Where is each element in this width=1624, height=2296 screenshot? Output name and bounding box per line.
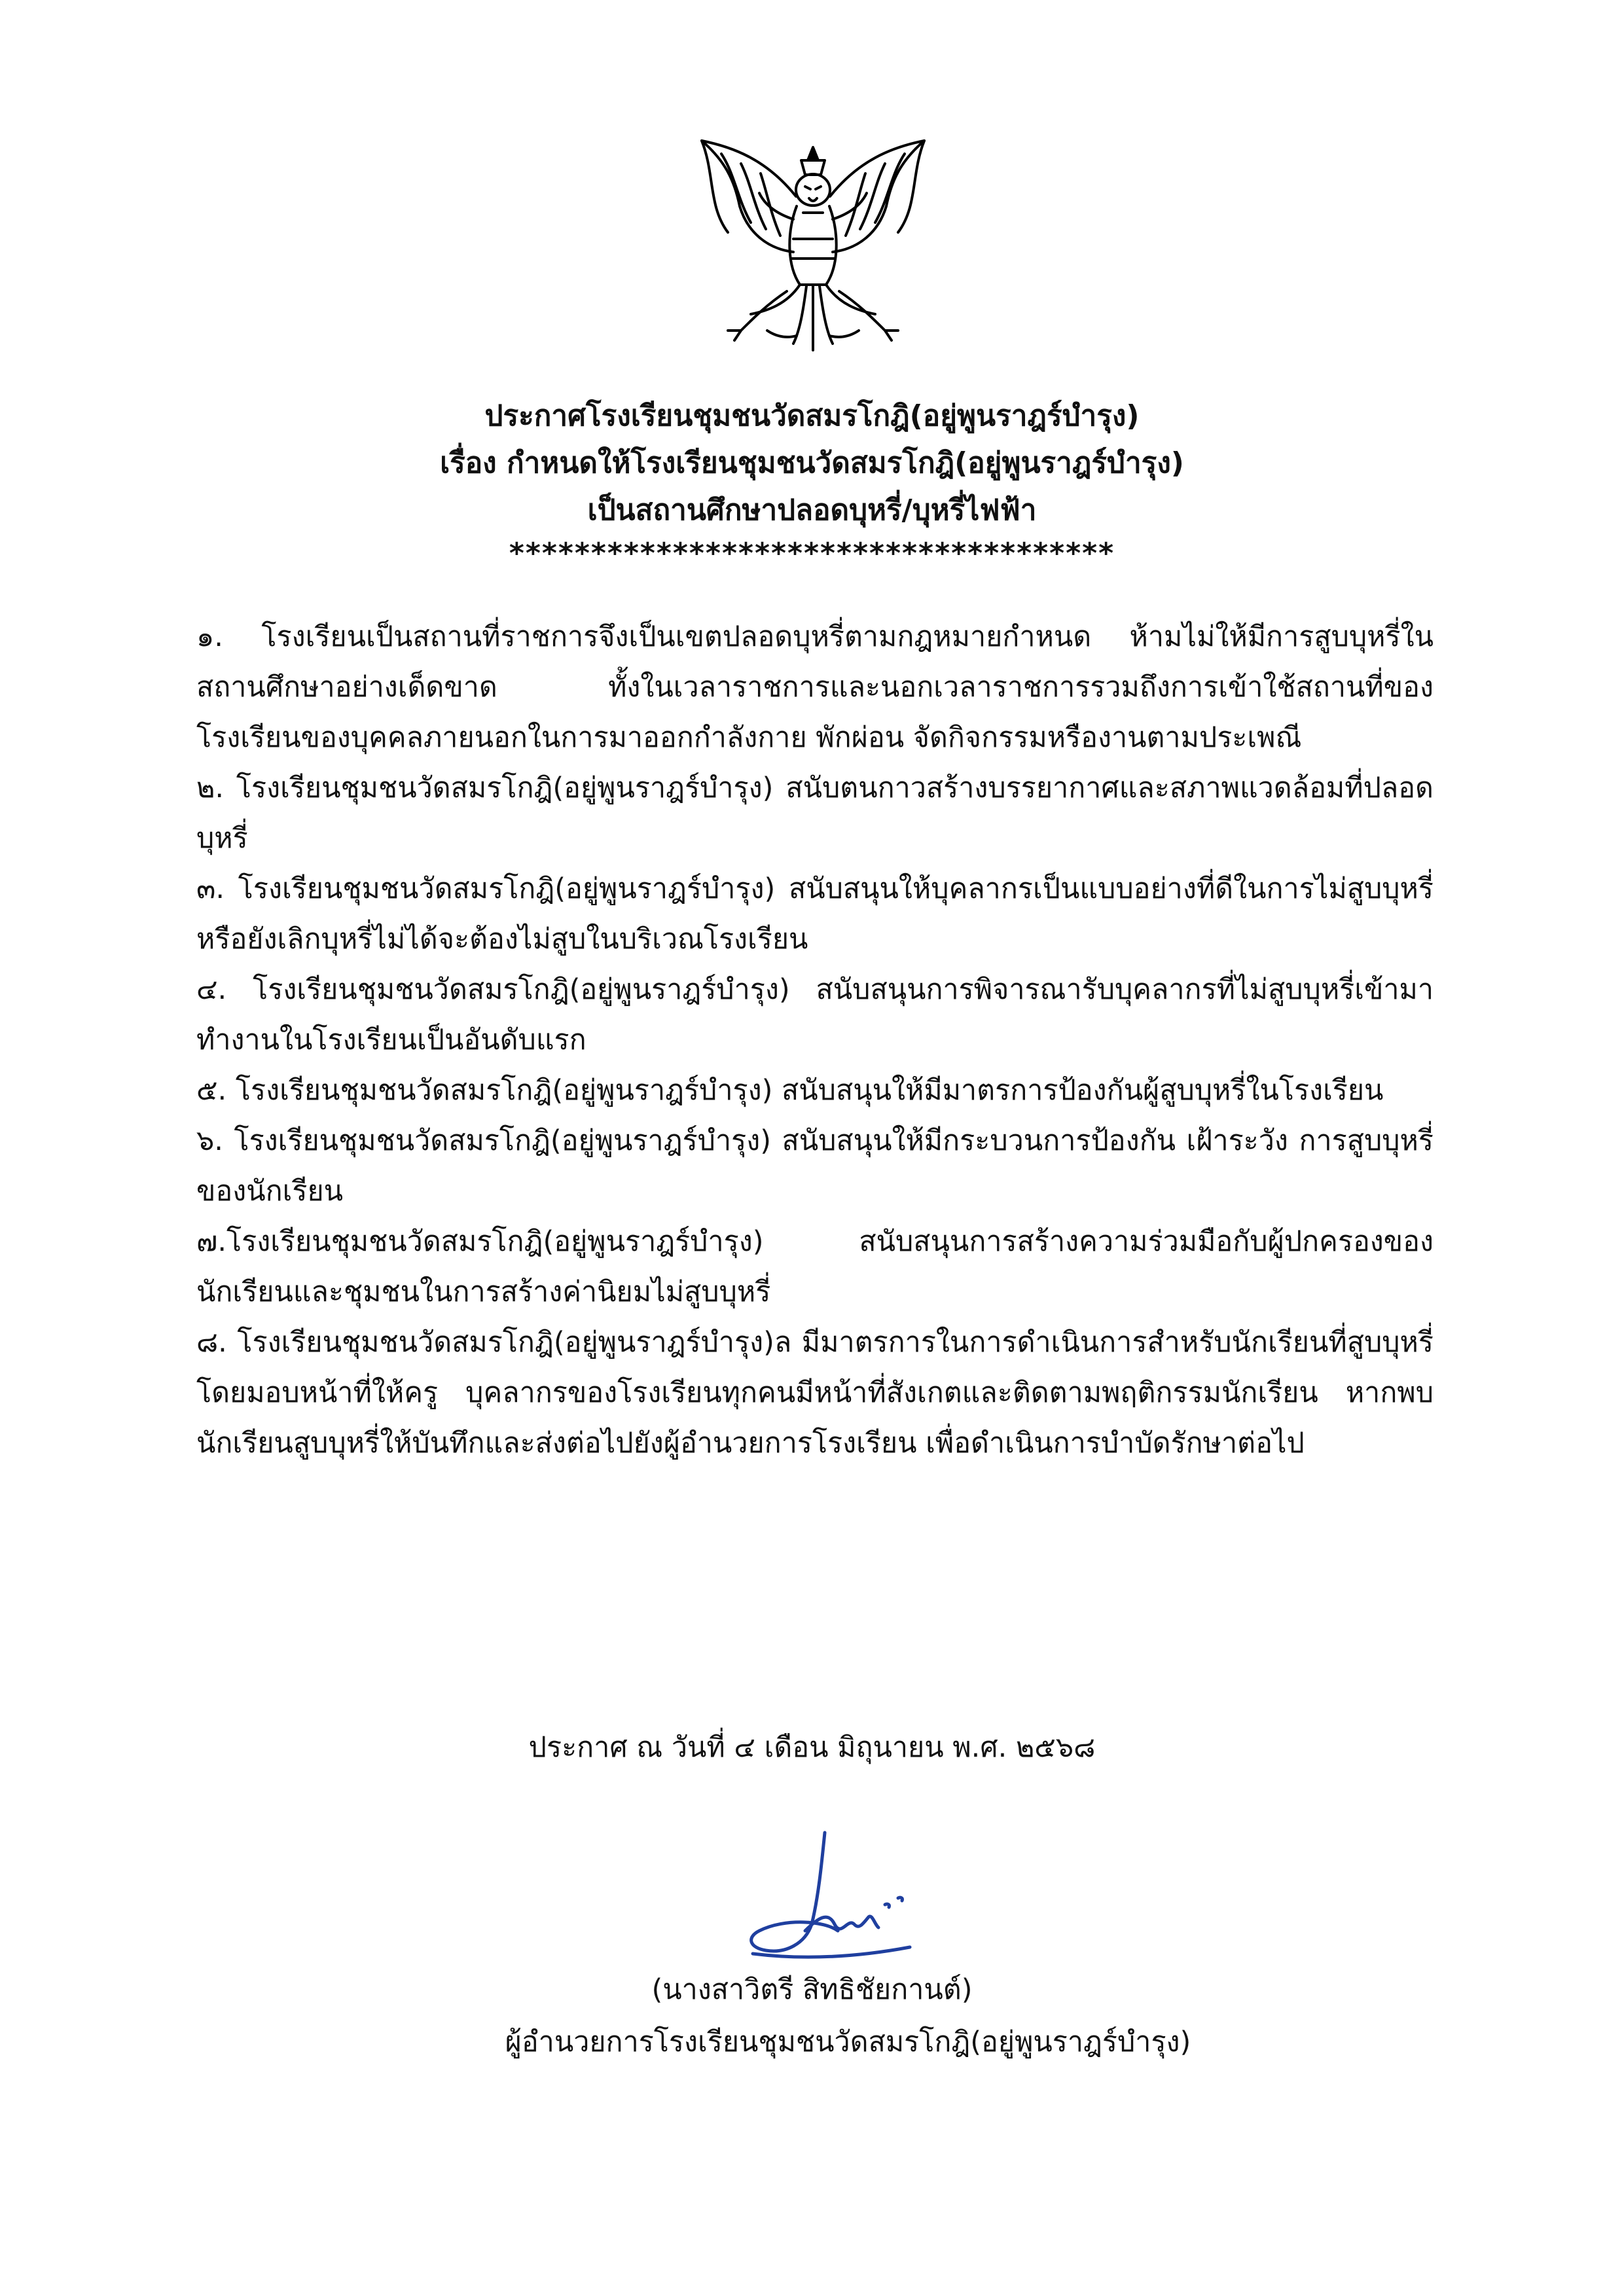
announcement-subject: เรื่อง กำหนดให้โรงเรียนชุมชนวัดสมรโกฎิ(อยู่พูนราฎร์บำรุง): [440, 446, 1184, 480]
announcement-subject-continued: เป็นสถานศึกษาปลอดบุหรี่/บุหรี่ไฟฟ้า: [587, 493, 1037, 527]
announcement-body: [196, 612, 1434, 1469]
clause-8: ๘. โรงเรียนชุมชนวัดสมรโกฎิ(อยู่พูนราฎร์บำรุง)ล มีมาตรการในการดำเนินการสำหรับนักเรียนที่สูบบุหรี่ โดยมอบหน้าที่ให้ครู บุคลากรของโรงเรียนทุกคนมีหน้าที่สังเกตและติดตามพฤติกรรมนักเรียน หากพบนักเรียนสูบบุหรี่ให้บันทึกและส่งต่อไปยังผู้อำนวยการโรงเรียน เพื่อดำเนินการบำบัดรักษาต่อไป: [196, 1326, 1434, 1460]
clause-4: ๔. โรงเรียนชุมชนวัดสมรโกฎิ(อยู่พูนราฎร์บำรุง) สนับสนุนการพิจารณารับบุคลากรที่ไม่สูบบุหรี่เข้ามาทำงานในโรงเรียนเป็นอันดับแรก: [196, 973, 1434, 1056]
clause-2: ๒. โรงเรียนชุมชนวัดสมรโกฎิ(อยู่พูนราฎร์บำรุง) สนับตนกาวสร้างบรรยากาศและสภาพแวดล้อมที่ปลอดบุหรี่: [196, 772, 1434, 855]
clause-3: ๓. โรงเรียนชุมชนวัดสมรโกฎิ(อยู่พูนราฎร์บำรุง) สนับสนุนให้บุคลากรเป็นแบบอย่างที่ดีในการไม่สูบบุหรี่หรือยังเลิกบุหรี่ไม่ได้จะต้องไม่สูบในบริเวณโรงเรียน: [196, 872, 1434, 956]
signature-image: [713, 1826, 936, 1970]
clause-7: ๗.โรงเรียนชุมชนวัดสมรโกฎิ(อยู่พูนราฎร์บำรุง) สนับสนุนการสร้างความร่วมมือกับผู้ปกครองของนักเรียนและชุมชนในการสร้างค่านิยมไม่สูบบุหรี่: [196, 1225, 1434, 1308]
document-header: [0, 393, 1624, 573]
signer-name: (นางสาวิตรี สิทธิชัยกานต์): [651, 1973, 973, 2006]
announcement-date: ประกาศ ณ วันที่ ๔ เดือน มิถุนายน พ.ศ. ๒๕๖๘: [528, 1731, 1096, 1764]
signer-block: [0, 1964, 1624, 2068]
clause-6: ๖. โรงเรียนชุมชนวัดสมรโกฎิ(อยู่พูนราฎร์บำรุง) สนับสนุนให้มีกระบวนการป้องกัน เฝ้าระวัง การสูบบุหรี่ของนักเรียน: [196, 1124, 1434, 1208]
clause-5: ๕. โรงเรียนชุมชนวัดสมรโกฎิ(อยู่พูนราฎร์บำรุง) สนับสนุนให้มีมาตรการป้องกันผู้สูบบุหรี่ในโรงเรียน: [196, 1074, 1384, 1107]
clause-1: ๑. โรงเรียนเป็นสถานที่ราชการจึงเป็นเขตปลอดบุหรี่ตามกฎหมายกำหนด ห้ามไม่ให้มีการสูบบุหรี่ในสถานศึกษาอย่างเด็ดขาด ทั้งในเวลาราชการและนอกเวลาราชการรวมถึงการเข้าใช้สถานที่ของโรงเรียนของบุคคลภายนอกในการมาออกกำลังกาย พักผ่อน จัดกิจกรรมหรืองานตามประเพณี: [196, 620, 1434, 754]
header-separator: *************************************: [509, 537, 1115, 570]
garuda-emblem-icon: [689, 134, 937, 363]
signer-position: ผู้อำนวยการโรงเรียนชุมชนวัดสมรโกฎิ(อยู่พูนราฎร์บำรุง): [505, 2026, 1191, 2058]
announcement-title: ประกาศโรงเรียนชุมชนวัดสมรโกฎิ(อยู่พูนราฎร์บำรุง): [484, 399, 1140, 433]
